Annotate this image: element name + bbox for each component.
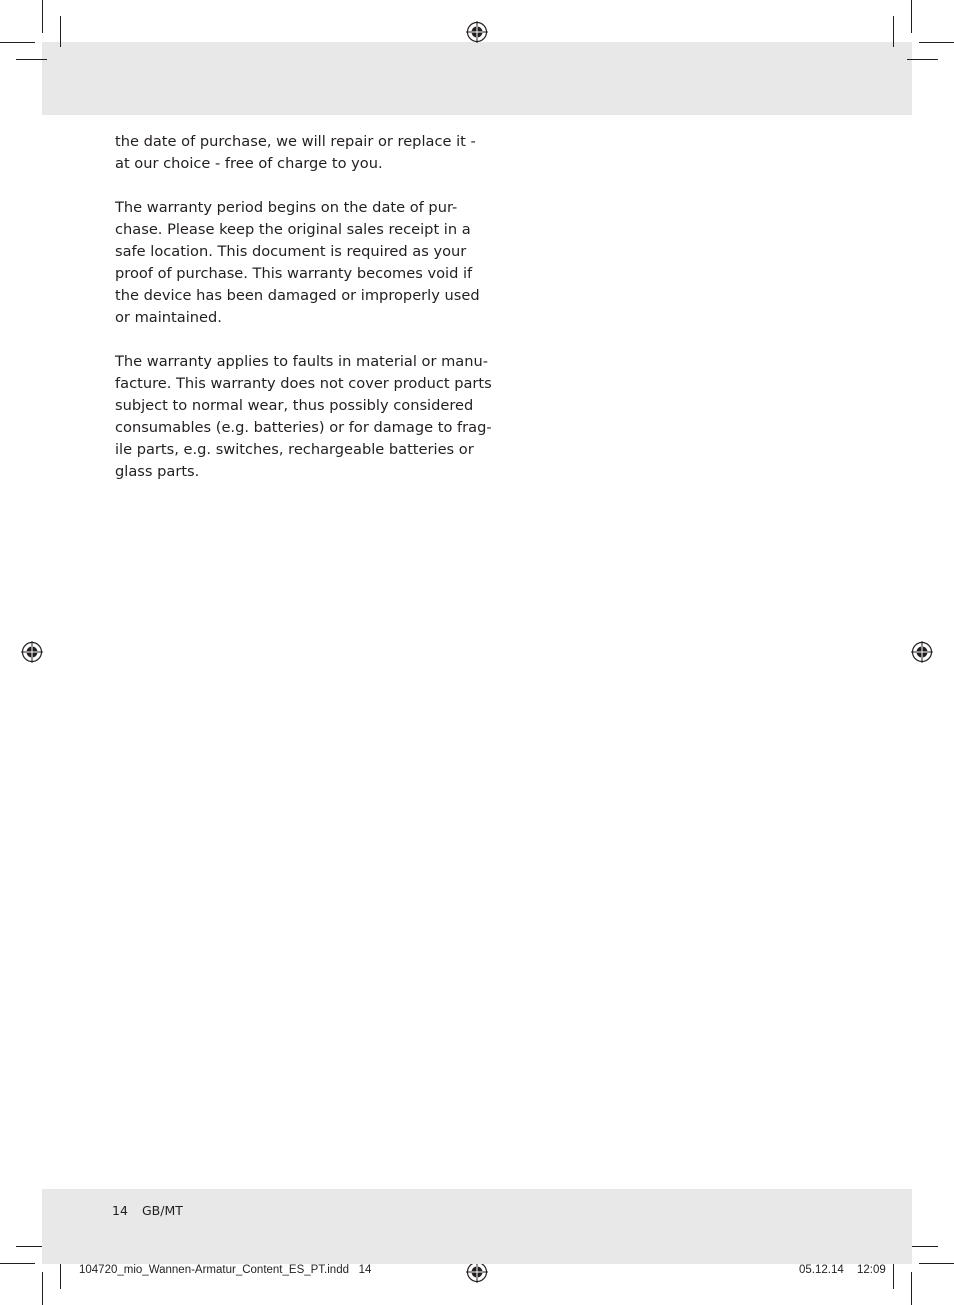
footer-band: [42, 1189, 912, 1264]
text-line: ile parts, e.g. switches, rechargeable batteries or: [115, 441, 474, 458]
text-line: glass parts.: [115, 463, 200, 480]
text-line: consumables (e.g. batteries) or for damage to frag-: [115, 419, 492, 436]
text-line: subject to normal wear, thus possibly considered: [115, 397, 474, 414]
crop-mark: [911, 1272, 912, 1305]
text-line: or maintained.: [115, 309, 222, 326]
text-line: the device has been damaged or improperly used: [115, 287, 480, 304]
paragraph: [115, 197, 480, 329]
paragraph: [115, 351, 492, 483]
crop-mark: [919, 1263, 954, 1264]
slug-time: 12:09: [857, 1264, 886, 1276]
text-line: proof of purchase. This warranty becomes void if: [115, 265, 473, 282]
crop-mark: [0, 1263, 35, 1264]
registration-mark-icon: [466, 21, 488, 43]
crop-mark: [42, 1272, 43, 1305]
header-band: [42, 42, 912, 115]
text-line: facture. This warranty does not cover product parts: [115, 375, 492, 392]
slug-filename: 104720_mio_Wannen-Armatur_Content_ES_PT.indd 14: [79, 1264, 372, 1276]
slug-date: 05.12.14: [799, 1264, 844, 1276]
registration-mark-icon: [466, 1261, 488, 1283]
crop-mark: [893, 16, 894, 47]
crop-mark: [0, 42, 35, 43]
text-line: at our choice - free of charge to you.: [115, 155, 383, 172]
page-number: 14: [112, 1203, 128, 1218]
registration-mark-icon: [21, 641, 43, 663]
body-text: [115, 131, 492, 505]
text-line: The warranty applies to faults in material or manu-: [115, 353, 489, 370]
registration-mark-icon: [911, 641, 933, 663]
crop-mark: [907, 59, 938, 60]
crop-mark: [911, 0, 912, 33]
text-line: The warranty period begins on the date of pur-: [115, 199, 458, 216]
crop-mark: [16, 59, 47, 60]
crop-mark: [42, 0, 43, 33]
text-line: chase. Please keep the original sales receipt in a: [115, 221, 471, 238]
text-line: the date of purchase, we will repair or replace it -: [115, 133, 476, 150]
paragraph: [115, 131, 476, 175]
page-language: GB/MT: [142, 1203, 183, 1218]
crop-mark: [919, 42, 954, 43]
text-line: safe location. This document is required as your: [115, 243, 467, 260]
crop-mark: [60, 16, 61, 47]
